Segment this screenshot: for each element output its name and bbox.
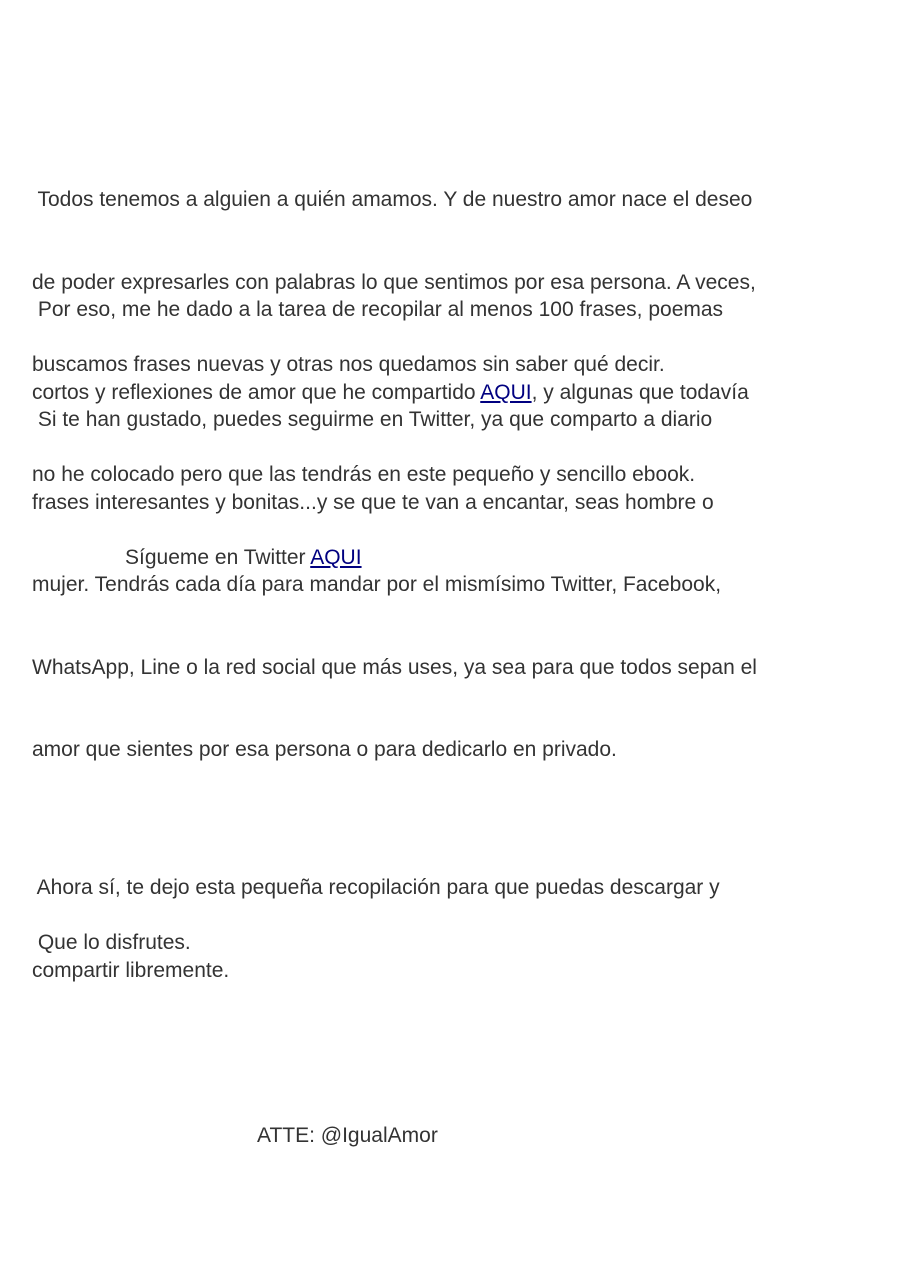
text-segment: cortos y reflexiones de amor que he compartido (32, 380, 481, 404)
text-line: Todos tenemos a alguien a quién amamos. Y de nuestro amor nace el deseo (32, 188, 753, 211)
download-paragraph (32, 819, 720, 1012)
text-line: compartir libremente. (32, 958, 230, 982)
text-line: WhatsApp, Line o la red social que más uses, ya sea para que todos sepan el (32, 655, 757, 679)
twitter-link[interactable]: AQUI (310, 546, 362, 569)
follow-text: Sígueme en Twitter (125, 546, 311, 569)
follow-line (125, 544, 362, 572)
text-line: frases interesantes y bonitas...y se que te van a encantar, seas hombre o (32, 490, 714, 514)
shared-phrases-link[interactable]: AQUI (480, 380, 532, 404)
text-segment: , y algunas que todavía (531, 380, 749, 404)
text-line: de poder expresarles con palabras lo que sentimos por esa persona. A veces, (32, 270, 756, 294)
text-line: Por eso, me he dado a la tarea de recopilar al menos 100 frases, poemas (32, 298, 724, 321)
text-line: amor que sientes por esa persona o para dedicarlo en privado. (32, 738, 617, 761)
text-line: Ahora sí, te dejo esta pequeña recopilación para que puedas descargar y (32, 876, 720, 899)
signature: ATTE: @IgualAmor (257, 1124, 438, 1147)
text-line: buscamos frases nuevas y otras nos quedamos sin saber qué decir. (32, 353, 665, 376)
text-line: Si te han gustado, puedes seguirme en Twitter, ya que comparto a diario (32, 408, 713, 431)
text-line: mujer. Tendrás cada día para mandar por el mismísimo Twitter, Facebook, (32, 573, 722, 596)
text-line: no he colocado pero que las tendrás en este pequeño y sencillo ebook. (32, 463, 696, 486)
enjoy-text: Que lo disfrutes. (32, 931, 191, 954)
